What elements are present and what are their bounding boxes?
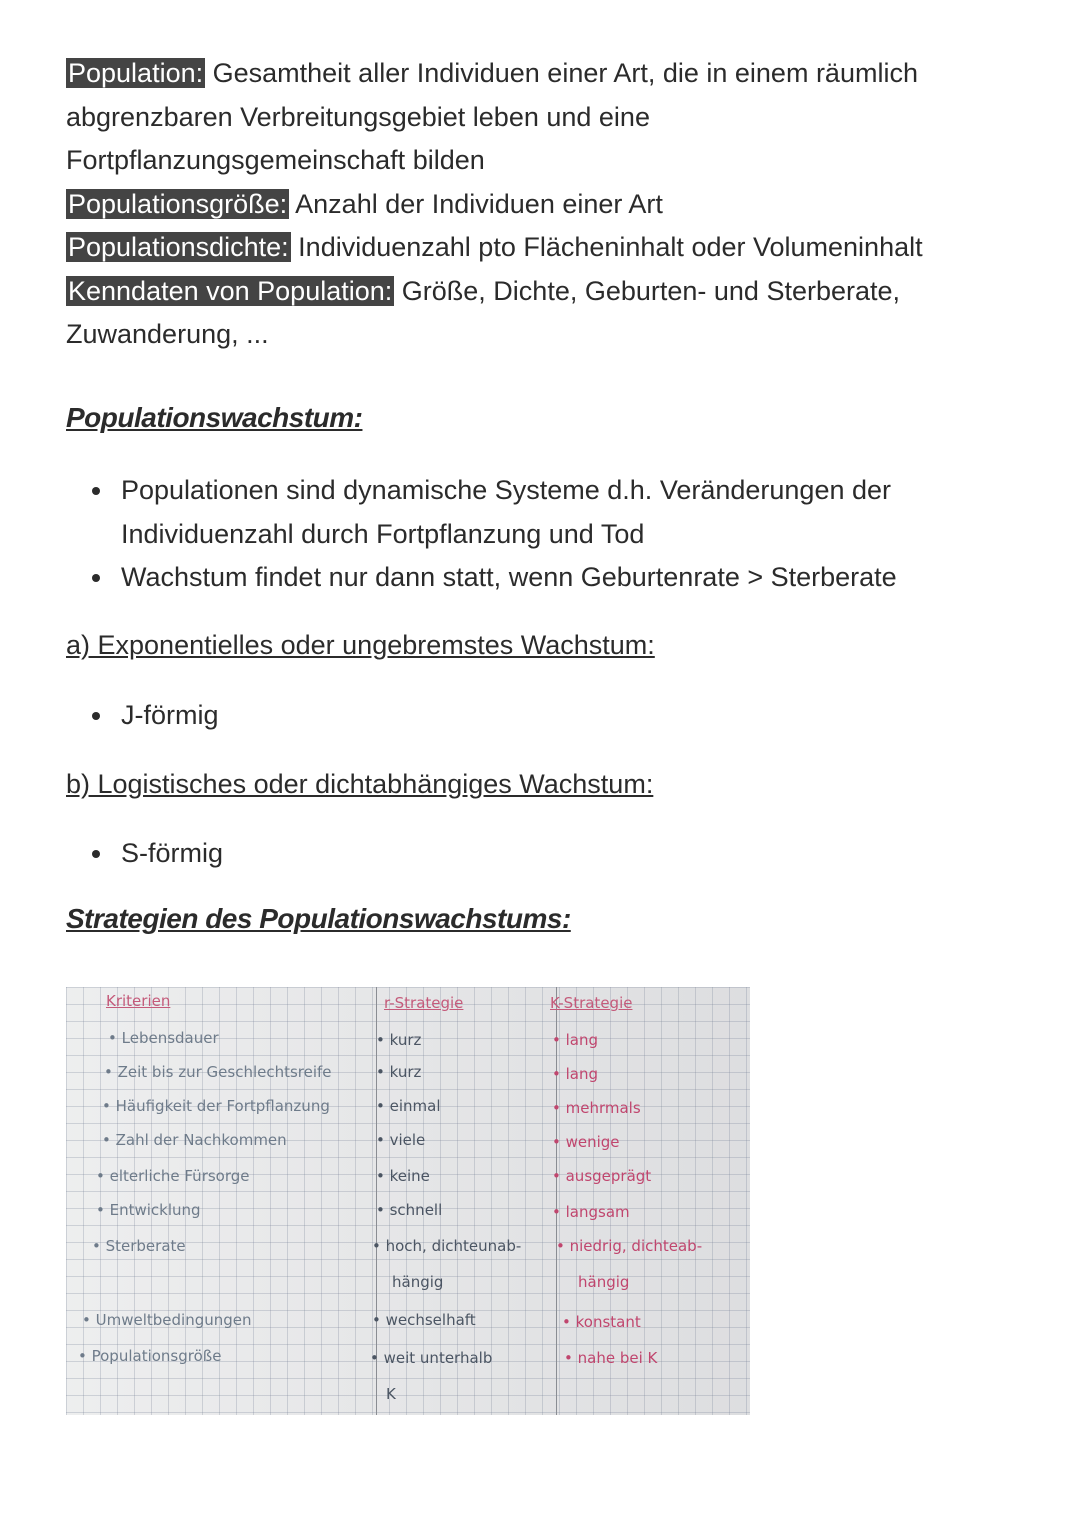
definition-text: Anzahl der Individuen einer Art [295, 188, 663, 219]
table-r-value: • wechselhaft [372, 1311, 476, 1329]
table-r-value: • einmal [376, 1097, 441, 1115]
section-title-growth: Populationswachstum: [66, 402, 363, 433]
table-r-value: • viele [376, 1131, 426, 1149]
table-r-value: • hoch, dichteunab- [372, 1237, 522, 1255]
table-k-value: • nahe bei K [564, 1349, 658, 1367]
definition-continuation: Fortpflanzungsgemeinschaft bilden [66, 145, 485, 175]
list-item: S-förmig [90, 832, 223, 876]
table-k-value: • lang [552, 1065, 599, 1083]
bullet-text: Individuenzahl durch Fortpflanzung und Tod [121, 518, 645, 549]
table-criterion: • Sterberate [92, 1237, 186, 1255]
definition-population-density [66, 226, 1006, 270]
table-k-value: • konstant [562, 1313, 641, 1331]
table-r-value: • keine [376, 1167, 430, 1185]
table-r-value-cont: hängig [392, 1273, 444, 1291]
table-criterion: • Entwicklung [96, 1201, 201, 1219]
term-highlight: Kenndaten von Population: [68, 275, 393, 306]
list-item: J-förmig [90, 694, 219, 738]
table-k-value: • mehrmals [552, 1099, 641, 1117]
definition-population-size [66, 183, 1006, 227]
definition-text: Individuenzahl pto Flächeninhalt oder Volumeninhalt [298, 232, 923, 262]
table-criterion: • Zeit bis zur Geschlechtsreife [104, 1063, 332, 1081]
list-item [90, 469, 897, 556]
table-criterion: • Populationsgröße [78, 1347, 222, 1365]
definition-key-data [66, 270, 1006, 314]
table-k-value: • ausgeprägt [552, 1167, 652, 1185]
exponential-bullets [90, 694, 219, 738]
term-highlight: Populationsdichte: [68, 232, 289, 262]
table-r-value: • kurz [376, 1063, 422, 1081]
table-criterion: • Lebensdauer [108, 1029, 219, 1047]
table-header-k: K-Strategie [550, 994, 633, 1012]
table-header-criteria: Kriterien [106, 992, 171, 1010]
table-k-value: • langsam [552, 1203, 630, 1221]
subtitle-exponential: a) Exponentielles oder ungebremstes Wachstum: [66, 630, 655, 660]
table-r-value: • weit unterhalb [370, 1349, 493, 1367]
table-r-value: • schnell [376, 1201, 443, 1219]
table-r-value: • kurz [376, 1031, 422, 1049]
table-r-value-cont: K [386, 1385, 396, 1403]
bullet-text: Populationen sind dynamische Systeme d.h. Veränderungen der [121, 475, 892, 505]
table-criterion: • Zahl der Nachkommen [102, 1131, 287, 1149]
growth-bullets [90, 469, 897, 600]
table-criterion: • elterliche Fürsorge [96, 1167, 250, 1185]
bullet-text: Wachstum findet nur dann statt, wenn Geburtenrate > Sterberate [121, 562, 897, 592]
definition-text: Größe, Dichte, Geburten- und Sterberate, [401, 275, 901, 306]
column-divider [556, 987, 557, 1415]
table-header-r: r-Strategie [384, 994, 464, 1012]
term-highlight: Population: [68, 58, 204, 88]
table-k-value: • lang [552, 1031, 599, 1049]
logistic-bullets [90, 832, 223, 876]
table-criterion: • Häufigkeit der Fortpflanzung [102, 1097, 330, 1115]
table-criterion: • Umweltbedingungen [82, 1311, 252, 1329]
section-title-strategies: Strategien des Populationswachstums: [66, 903, 571, 934]
subtitle-logistic: b) Logistisches oder dichtabhängiges Wachstum: [66, 769, 654, 799]
term-highlight: Populationsgröße: [68, 188, 288, 219]
definition-population [66, 52, 1006, 96]
definition-continuation: Zuwanderung, ... [66, 319, 269, 349]
table-k-value: • wenige [552, 1133, 620, 1151]
definition-text: Gesamtheit aller Individuen einer Art, die in einem räumlich [212, 58, 918, 88]
handwritten-table-photo [66, 987, 750, 1415]
definition-continuation: abgrenzbaren Verbreitungsgebiet leben und eine [66, 101, 650, 132]
table-k-value: • niedrig, dichteab- [556, 1237, 703, 1255]
list-item [90, 556, 897, 600]
table-k-value-cont: hängig [578, 1273, 630, 1291]
definitions [66, 52, 1006, 357]
